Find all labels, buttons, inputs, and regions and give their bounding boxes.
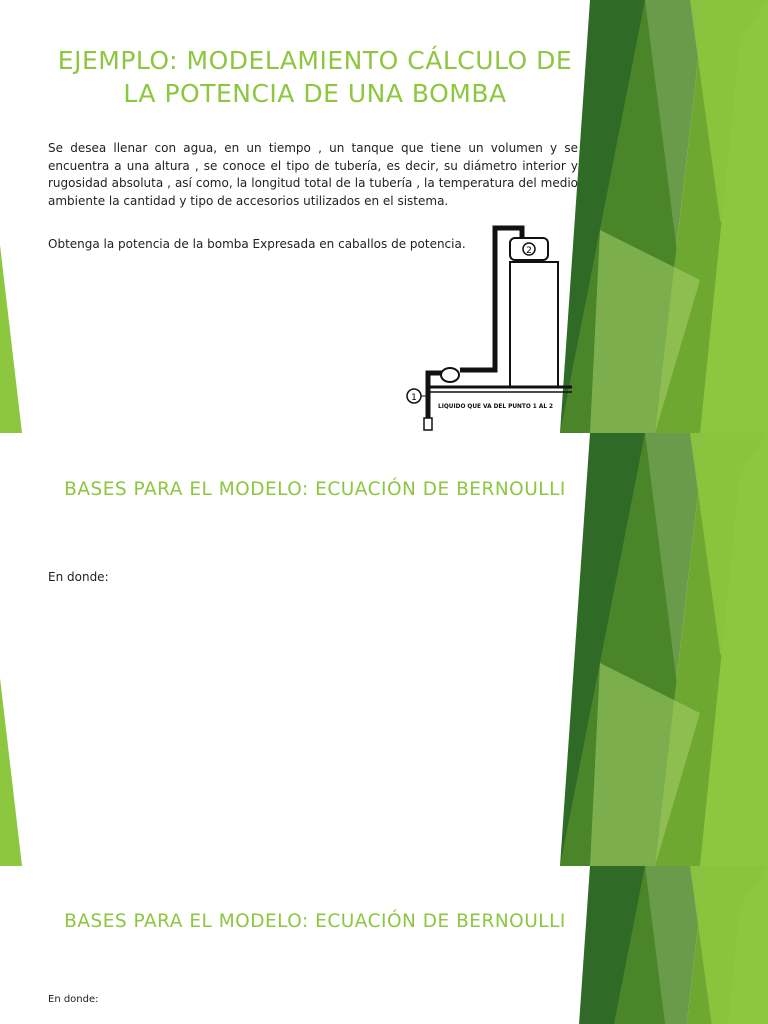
slide-title: EJEMPLO: MODELAMIENTO CÁLCULO DE LA POTENCIA DE UNA BOMBA (57, 46, 573, 108)
where-label: En donde: (48, 994, 99, 1005)
slide-title: BASES PARA EL MODELO: ECUACIÓN DE BERNOULLI (64, 911, 566, 932)
slide-2 (0, 433, 768, 866)
slide-title: BASES PARA EL MODELO: ECUACIÓN DE BERNOULLI (64, 479, 566, 500)
slide-3 (0, 866, 768, 1024)
slide-1 (0, 0, 768, 433)
point-1-label: 1 (411, 393, 417, 403)
green-facet-decoration (0, 866, 768, 1024)
instruction-text: Obtenga la potencia de la bomba Expresada en caballos de potencia. (48, 237, 466, 251)
where-label: En donde: (48, 570, 109, 584)
pump-tank-diagram (400, 218, 578, 433)
diagram-caption: LIQUIDO QUE VA DEL PUNTO 1 AL 2 (438, 404, 554, 410)
problem-statement: Se desea llenar con agua, en un tiempo , un tanque que tiene un volumen y se encuentra a una altura , se conoce el tipo de tubería, es decir, su diámetro interior y rugosidad absoluta , así como, la longitud total de la tubería , la temperatura del medio ambiente la cantidad y tipo de accesorios utilizados en el sistema. (48, 141, 578, 208)
point-2-label: 2 (526, 246, 532, 256)
